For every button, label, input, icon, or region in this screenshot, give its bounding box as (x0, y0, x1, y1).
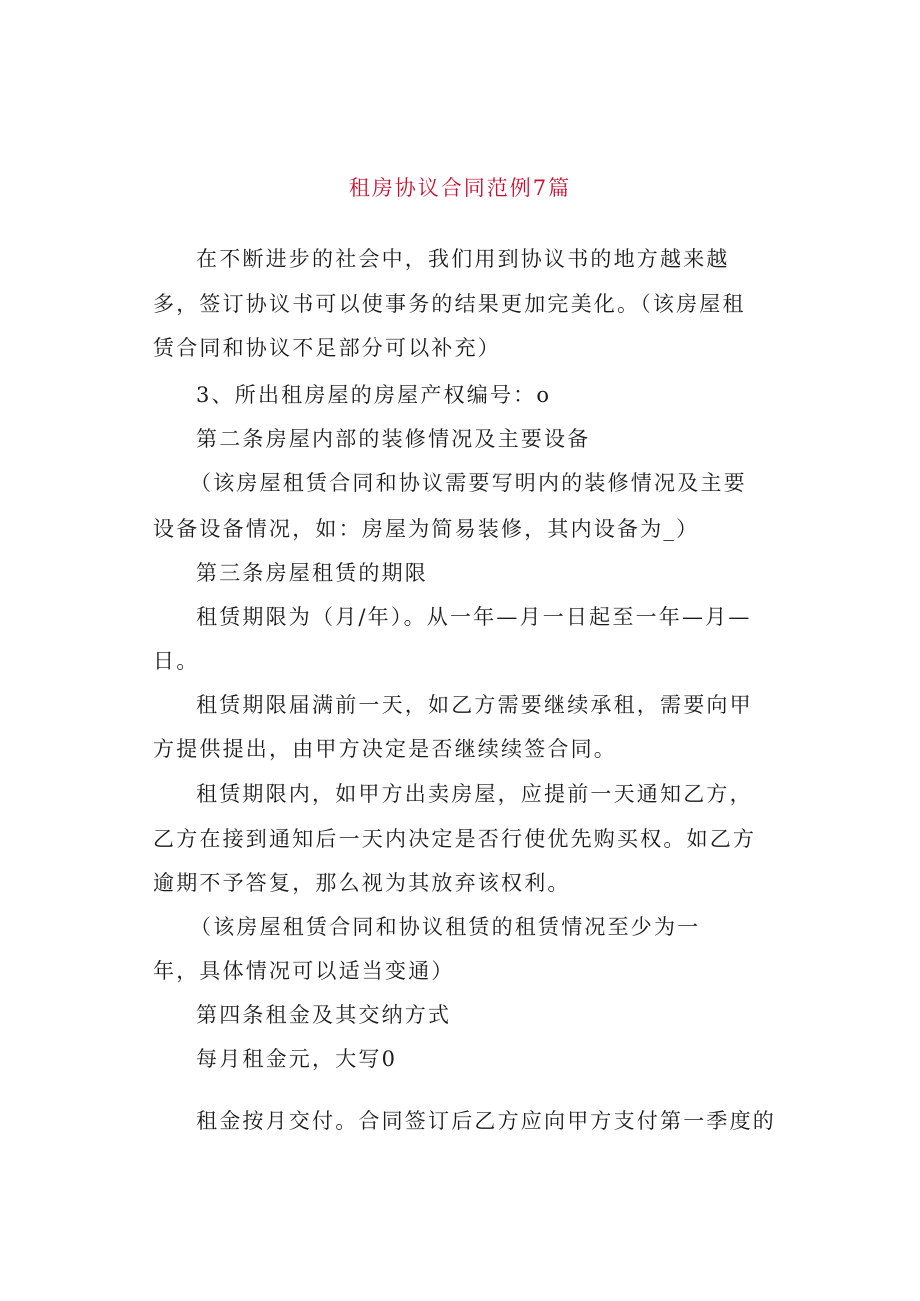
paragraph-line: 3、所出租房屋的房屋产权编号：o (196, 383, 552, 407)
paragraph-line: 每月租金元，大写0 (196, 1047, 398, 1071)
paragraph-line: 日。 (153, 649, 200, 673)
paragraph-line: 租金按月交付。合同签订后乙方应向甲方支付第一季度的 (196, 1109, 776, 1133)
paragraph-line: 在不断进步的社会中，我们用到协议书的地方越来越 (196, 247, 730, 271)
paragraph-line: 赁合同和协议不足部分可以补充） (153, 336, 501, 360)
paragraph-line: 租赁期限届满前一天，如乙方需要继续承租，需要向甲 (196, 693, 753, 717)
paragraph-line: 方提供提出，由甲方决定是否继续续签合同。 (153, 737, 617, 761)
paragraph-line: 逾期不予答复，那么视为其放弃该权利。 (153, 871, 571, 895)
section-heading: 第三条房屋租赁的期限 (196, 561, 428, 585)
paragraph-line: （该房屋租赁合同和协议需要写明内的装修情况及主要 (190, 471, 747, 495)
paragraph-line: 租赁期限内，如甲方出卖房屋，应提前一天通知乙方， (196, 782, 753, 806)
paragraph-line: 年，具体情况可以适当变通） (153, 959, 455, 983)
paragraph-line: 多，签订协议书可以使事务的结果更加完美化。（该房屋租 (153, 292, 746, 316)
paragraph-line: 租赁期限为（月/年）。从一年—月一日起至一年—月— (196, 605, 752, 629)
paragraph-line: 乙方在接到通知后一天内决定是否行使优先购买权。如乙方 (153, 827, 757, 851)
document-title: 租房协议合同范例7篇 (348, 176, 572, 200)
paragraph-line: 设备设备情况，如：房屋为简易装修，其内设备为_） (153, 517, 700, 541)
section-heading: 第四条租金及其交纳方式 (196, 1003, 452, 1027)
section-heading: 第二条房屋内部的装修情况及主要设备 (196, 427, 591, 451)
paragraph-line: （该房屋租赁合同和协议租赁的租赁情况至少为一 (190, 915, 701, 939)
